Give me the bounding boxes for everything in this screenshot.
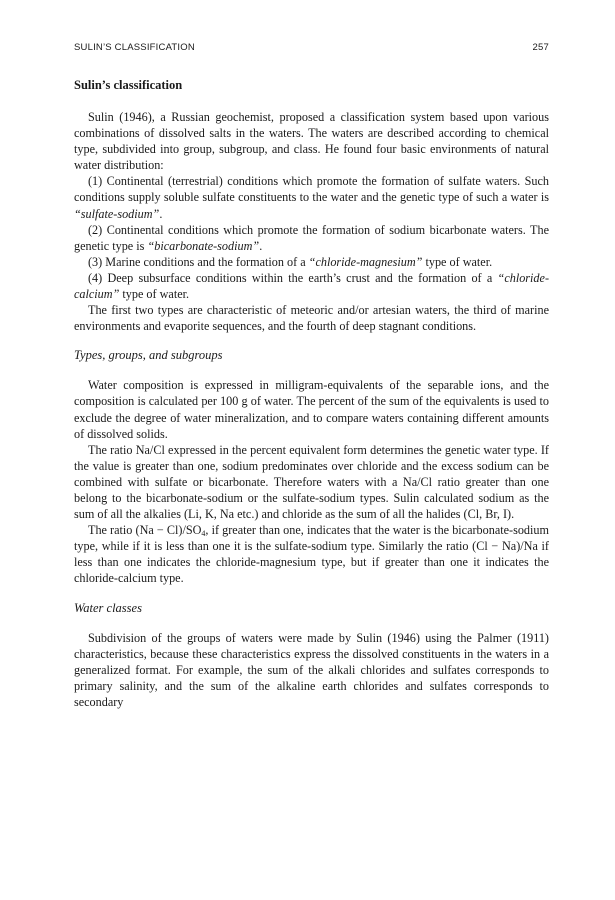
- book-page: [74, 42, 549, 710]
- text-run: (4) Deep subsurface conditions within the earth’s crust and the formation of a: [88, 270, 498, 285]
- running-head-title: SULIN’S CLASSIFICATION: [74, 42, 195, 53]
- subscript: 4: [201, 529, 206, 539]
- paragraph: [74, 522, 549, 586]
- text-run: .: [259, 238, 263, 253]
- paragraph: [74, 270, 549, 302]
- text-run: .: [159, 206, 163, 221]
- paragraph: The ratio Na/Cl expressed in the percent equivalent form determines the genetic water type. If the value is greater than one, sodium predominates over chloride and the excess sodium can be combined with sulfate or bicarbonate. Therefore waters with a Na/Cl ratio greater than one belong to the bicarbonate-sodium or the sulfate-sodium types. Sulin calculated sodium as the sum of all the alkalies (Li, K, Na etc.) and chloride as the sum of all the halides (Cl, Br, I).: [74, 442, 549, 522]
- paragraph: Subdivision of the groups of waters were made by Sulin (1946) using the Palmer (1911) characteristics, because these characteristics express the dissolved constituents in the waters in a generalized format. For example, the sum of the alkali chlorides and sulfates corresponds to primary salinity, and the sum of the alkaline earth chlorides and sulfates corresponds to secondary: [74, 630, 549, 709]
- paragraph: Sulin (1946), a Russian geochemist, proposed a classification system based upon various combinations of dissolved salts in the waters. The waters are described according to chemical type, subdivided into group, subgroup, and class. He found four basic environments of natural water distribution:: [74, 110, 549, 173]
- page-number: 257: [532, 42, 549, 53]
- text-run: (1) Continental (terrestrial) conditions which promote the formation of sulfate waters. Such conditions supply soluble sulfate constituents to the water and the genetic type of such a water is: [74, 174, 549, 205]
- text-run: (2) Continental conditions which promote the formation of sodium bicarbonate waters. The genetic type is: [74, 222, 549, 253]
- text-run: type of water.: [422, 254, 493, 269]
- paragraph: [74, 173, 549, 221]
- text-run: type of water.: [119, 287, 190, 302]
- text-run: (3) Marine conditions and the formation of a: [88, 254, 309, 269]
- genetic-type-term: “sulfate-sodium”: [74, 206, 160, 221]
- section-heading-sulins-classification: Sulin’s classification: [74, 78, 183, 92]
- paragraph: [74, 254, 549, 270]
- text-run: , if greater than one, indicates that the water is the bicarbonate-sodium type, while if it is less than one it is the sulfate-sodium type. Similarly the ratio (Cl − Na)/Na if less than one indicates the chloride-magnesium type, but if greater than one it indicates the chloride-calcium type.: [74, 523, 549, 586]
- paragraph: The first two types are characteristic of meteoric and/or artesian waters, the third of marine environments and evaporite sequences, and the fourth of deep stagnant conditions.: [74, 303, 549, 334]
- genetic-type-term: “bicarbonate-sodium”: [147, 238, 260, 253]
- section-heading-water-classes: Water classes: [74, 600, 142, 615]
- paragraph: [74, 222, 549, 254]
- running-head: [74, 42, 549, 56]
- paragraph: Water composition is expressed in milligram-equivalents of the separable ions, and the composition is calculated per 100 g of water. The percent of the sum of the equivalents is used to exclude the degree of water mineralization, and to compare waters containing different amounts of dissolved solids.: [74, 378, 549, 441]
- genetic-type-term: “chloride-magnesium”: [308, 254, 423, 269]
- text-run: The ratio (Na − Cl)/SO: [88, 523, 202, 538]
- genetic-type-term: “chloride-calcium”: [74, 270, 549, 302]
- section-heading-types-groups-subgroups: Types, groups, and subgroups: [74, 348, 223, 363]
